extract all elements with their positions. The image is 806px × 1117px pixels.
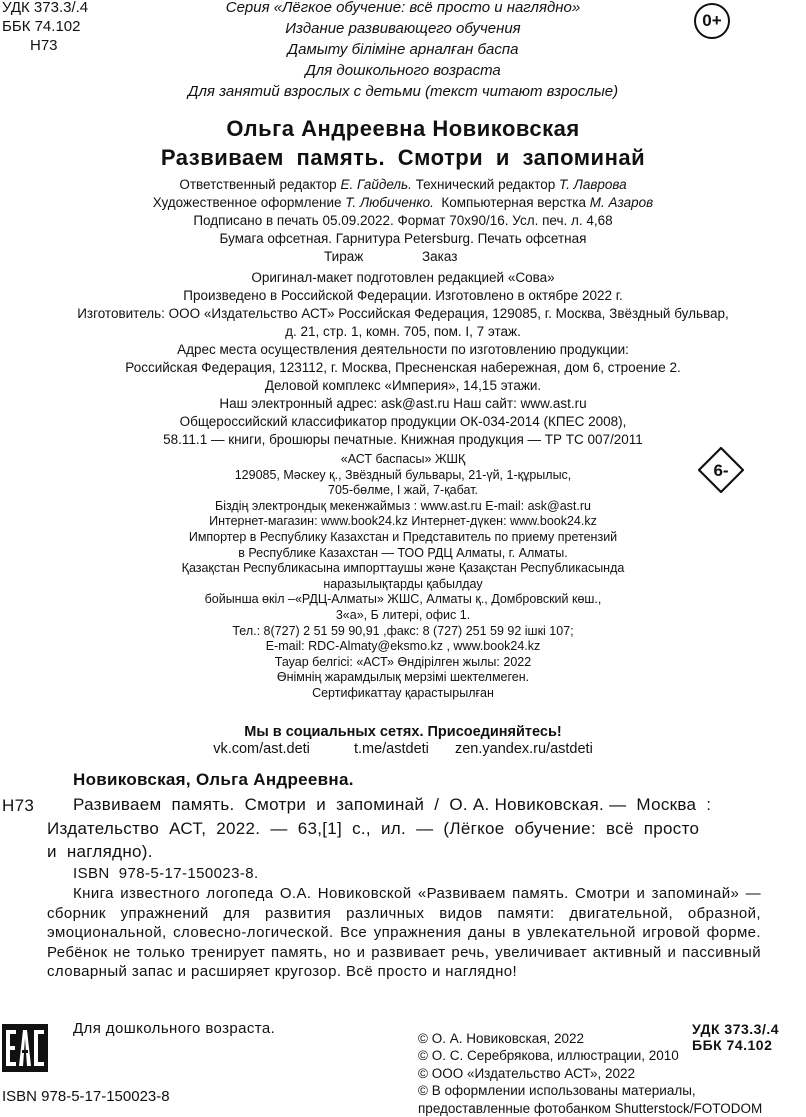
- art-design-name: Т. Любиченко.: [345, 195, 434, 210]
- imprint-line-4: д. 21, стр. 1, комн. 705, пом. I, 7 этаж.: [285, 324, 521, 339]
- resp-editor-name: Е. Гайдель.: [340, 177, 412, 192]
- imprint-line-9: Общероссийский классификатор продукции ОК-034-2014 (КПЕС 2008),: [179, 414, 627, 429]
- copyright-line: © В оформлении использованы материалы,: [418, 1083, 696, 1099]
- art-design-label: Художественное оформление: [152, 195, 346, 210]
- kazakh-block: [160, 452, 646, 702]
- kz-line: в Республике Казахстан — ТОО РДЦ Алматы, г. Алматы.: [238, 545, 568, 560]
- copyright-list: [418, 1030, 762, 1117]
- book-title: Развиваем память. Смотри и запоминай: [160, 145, 646, 170]
- series-line-5: Для занятий взрослых с детьми (текст читают взрослые): [187, 83, 619, 100]
- bbk-code-top: ББК 74.102: [2, 18, 81, 35]
- resp-editor-label: Ответственный редактор: [179, 177, 341, 192]
- imprint-line-2: Произведено в Российской Федерации. Изготовлено в октябре 2022 г.: [183, 288, 623, 303]
- kz-line: Біздің электрондық мекенжаймыз : www.ast.ru E-mail: ask@ast.ru: [215, 498, 591, 513]
- kz-line: Өнімнің жарамдылық мерзімі шектелмеген.: [276, 670, 530, 685]
- age-rating-label: 0+: [702, 11, 722, 30]
- biblio-isbn: ISBN 978-5-17-150023-8.: [73, 865, 259, 882]
- imprint-line-3: Изготовитель: ООО «Издательство АСТ» Российская Федерация, 129085, г. Москва, Звёздный бульвар,: [77, 306, 729, 321]
- print-signed-line: Подписано в печать 05.09.2022. Формат 70х90/16. Усл. печ. л. 4,68: [193, 213, 613, 228]
- copyright-line: © О. А. Новиковская, 2022: [418, 1031, 585, 1046]
- book-description: Книга известного логопеда О.А. Новиковской «Развиваем память. Смотри и запоминай» — сборник упражнений для развития различных видов памяти: двигательной, образной, эмоциональной, словесно-логической. Все упражнения даны в увлекательной игровой форме. Ребёнок не только тренирует память, но и развивает речь, увеличивает активный и пассивный словарный запас и расширяет кругозор. Всё просто и наглядно!: [47, 885, 761, 980]
- kz-line: Қазақстан Республикасына импорттаушы және Қазақстан Республикасында: [181, 561, 625, 576]
- layout-label: Компьютерная верстка: [433, 195, 590, 210]
- social-links: [0, 741, 806, 757]
- kz-line: Интернет-магазин: www.book24.kz Интернет-дүкен: www.book24.kz: [209, 514, 597, 529]
- copyright-line: предоставленные фотобанком Shutterstock/FOTODOM: [418, 1100, 763, 1116]
- biblio-entry-line-1: Развиваем память. Смотри и запоминай / О. А. Новиковская. — Москва :: [73, 795, 712, 814]
- imprint-line-8: Наш электронный адрес: ask@ast.ru Наш сайт: www.ast.ru: [219, 396, 587, 411]
- series-line-1: Серия «Лёгкое обучение: всё просто и наглядно»: [225, 0, 581, 16]
- social-heading: Мы в социальных сетях. Присоединяйтесь!: [244, 724, 562, 740]
- imprint-line-5: Адрес места осуществления деятельности по изготовлению продукции:: [177, 342, 629, 357]
- kz-line: «АСТ баспасы» ЖШҚ: [340, 452, 466, 466]
- copyright-line: © ООО «Издательство АСТ», 2022: [418, 1065, 636, 1081]
- layout-name: М. Азаров: [589, 195, 654, 210]
- zakaz-label: Заказ: [422, 249, 458, 264]
- udk-code-top: УДК 373.3/.4: [2, 0, 89, 16]
- eac-conformity-icon: [2, 1024, 48, 1072]
- biblio-code: Н73: [2, 796, 35, 815]
- tirazh-label: Тираж: [324, 249, 364, 264]
- biblio-entry-line-2: Издательство АСТ, 2022. — 63,[1] с., ил. — (Лёгкое обучение: всё просто: [47, 819, 700, 838]
- age-rating-badge: [694, 3, 730, 39]
- book-author: Ольга Андреевна Новиковская: [226, 116, 580, 141]
- kz-line: 129085, Мәскеу қ., Звёздный бульвары, 21-үй, 1-құрылыс,: [234, 467, 572, 482]
- copyright-line: © О. С. Серебрякова, иллюстрации, 2010: [418, 1048, 679, 1064]
- imprint-line-10: 58.11.1 — книги, брошюры печатные. Книжная продукция — ТР ТС 007/2011: [163, 432, 643, 447]
- footer-isbn: ISBN 978-5-17-150023-8: [2, 1088, 170, 1105]
- udk-code-bottom: УДК 373.3/.4: [692, 1021, 780, 1037]
- design-line: [0, 195, 806, 210]
- tech-editor-name: Т. Лаврова: [559, 177, 627, 192]
- editors-line: [0, 177, 806, 192]
- paper-line: Бумага офсетная. Гарнитура Petersburg. Печать офсетная: [219, 231, 587, 246]
- age-diamond-icon: [698, 447, 744, 493]
- social-link-zen[interactable]: zen.yandex.ru/astdeti: [454, 741, 593, 757]
- kz-line: E-mail: RDC-Almaty@eksmo.kz , www.book24.kz: [265, 639, 541, 654]
- kz-line: 705-бөлме, I жай, 7-қабат.: [328, 483, 478, 498]
- kz-line: 3«а», Б литері, офис 1.: [335, 607, 471, 622]
- series-line-3: Дамыту біліміне арналған баспа: [287, 41, 519, 58]
- series-line-4: Для дошкольного возраста: [305, 62, 501, 79]
- kz-line: Тел.: 8(727) 2 51 59 90,91 ,факс: 8 (727) 251 59 92 ішкі 107;: [232, 623, 574, 638]
- series-line-2: Издание развивающего обучения: [285, 20, 521, 37]
- social-link-vk[interactable]: vk.com/ast.deti: [213, 741, 310, 757]
- imprint-line-1: Оригинал-макет подготовлен редакцией «Сова»: [251, 270, 555, 285]
- age-diamond-label: 6-: [713, 461, 729, 480]
- kz-line: наразылықтарды қабылдау: [323, 576, 483, 591]
- bbk-code-bottom: ББК 74.102: [692, 1037, 773, 1053]
- social-link-telegram[interactable]: t.me/astdeti: [353, 741, 429, 757]
- imprint-line-6: Российская Федерация, 123112, г. Москва, Пресненская набережная, дом 6, строение 2.: [125, 360, 681, 375]
- biblio-age: Для дошкольного возраста.: [73, 1020, 276, 1037]
- kz-line: Импортер в Республику Казахстан и Представитель по приему претензий: [188, 529, 618, 544]
- kz-line: бойынша өкіл –«РДЦ-Алматы» ЖШС, Алматы қ., Домбровский көш.,: [204, 592, 602, 607]
- biblio-entry-line-3: и наглядно).: [47, 842, 153, 861]
- tech-editor-label: Технический редактор: [411, 177, 560, 192]
- author-mark-top: Н73: [30, 37, 58, 54]
- kz-line: Сертификаттау қарастырылған: [312, 685, 494, 700]
- kz-line: Тауар белгісі: «АСТ» Өндірілген жылы: 2022: [274, 654, 532, 669]
- biblio-author-heading: Новиковская, Ольга Андреевна.: [73, 770, 354, 789]
- imprint-line-7: Деловой комплекс «Империя», 14,15 этажи.: [264, 378, 542, 393]
